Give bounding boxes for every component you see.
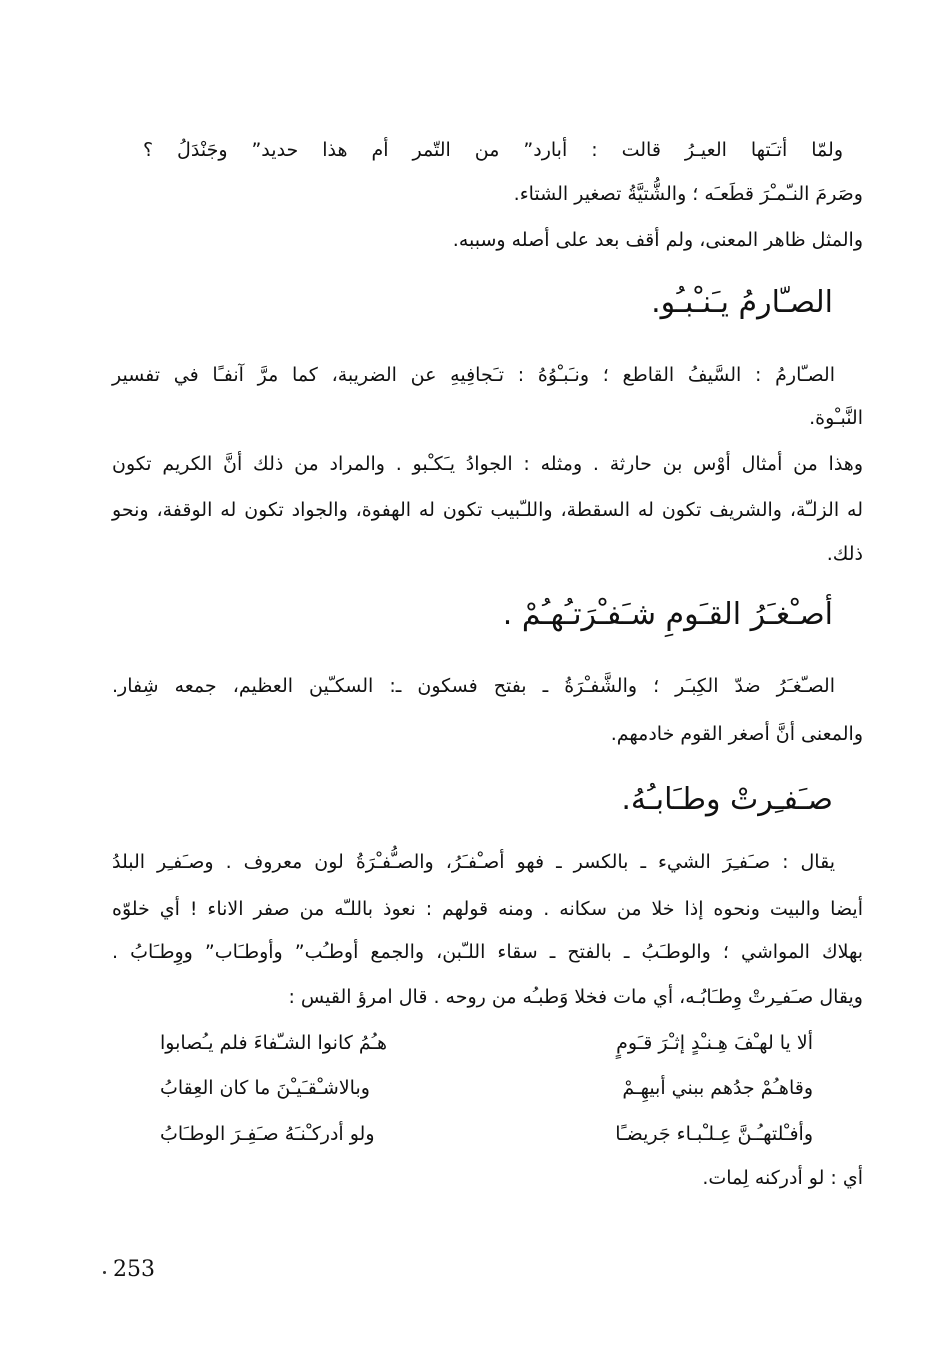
text-line: ذلك. bbox=[826, 543, 863, 565]
poem-second-hemistich: وبالاشـْقـَيـْنَ ما كان العِقابُ bbox=[160, 1077, 370, 1099]
poem-first-hemistich: ألا يا لهـْفَ هِـنـْدٍ إثـْرَ قـَومٍ bbox=[616, 1032, 813, 1054]
poem-verse bbox=[160, 1117, 813, 1151]
text-line: النَّبـْوة. bbox=[809, 407, 863, 429]
text-line: والمعنى أنَّ أصغر القوم خادمهم. bbox=[610, 723, 863, 745]
verse-line: ولمّا أتـَتها العيـرُ قالت : أبارد” من التّمر أم هذا حديد” وجَنْدَلُ ؟ bbox=[143, 139, 843, 161]
poem-verse bbox=[160, 1026, 813, 1060]
text-line: وهذا من أمثال أوْس بن حارثة . ومثله : الجوادُ يـَكـْبو . والمراد من ذلك أنَّ الكريم تكون bbox=[112, 453, 863, 475]
poem-first-hemistich: وقاهـُمْ جدُهم ببني أبيهِـمْ bbox=[622, 1077, 813, 1099]
poem-verse bbox=[160, 1071, 813, 1105]
text-line: يقال : صـَفـِرَ الشيء ـ بالكسر ـ فهو أصـْفـَرُ، والصـُّفـْرَةُ لون معروف . وصـَفـِر البلدُ bbox=[112, 851, 835, 873]
text-line: أي : لو أدركنه لِمات. bbox=[702, 1167, 863, 1189]
text-line: وصَرمَ النـّمـْرَ قطَعـَه ؛ والشُّتيَّةُ تصغير الشتاء. bbox=[513, 183, 863, 205]
text-line: بهلاك المواشي ؛ والوطـَبُ ـ بالفتح ـ سقاء اللـّبن، والجمع أوطـُب” وأوطـَاب” ووِطـَابُ . bbox=[112, 941, 863, 963]
poem-first-hemistich: وأفـْلتهـُـنَّ عِـلـْبـاء جَريضـًا bbox=[615, 1123, 813, 1145]
poem-second-hemistich: هـُمُ كانوا الشـّفاءَ فلم يـُصابوا bbox=[160, 1032, 388, 1054]
text-line: والمثل ظاهر المعنى، ولم أقف بعد على أصله وسببه. bbox=[452, 229, 863, 251]
text-line: ويقال صـَفـِرتْ وِطـَابُـه، أي مات فخلا وَطبـُه من روحه . قال امرؤ القيس : bbox=[288, 986, 863, 1008]
poem-second-hemistich: ولو أدركـْنـَهُ صـَفِـرَ الوطـَابُ bbox=[160, 1123, 375, 1145]
text-line: أيضا والبيت ونحوه إذا خلا من سكانه . ومنه قولهم : نعوذ باللـّه من صفر الاناء ! أي خلوّه bbox=[112, 898, 863, 920]
proverb-heading: الصـّارمُ يـَنـْبـُو. bbox=[651, 285, 833, 320]
text-line: له الزلـّة، والشريف تكون له السقطة، واللـّبيب تكون له الهفوة، والجواد تكون له الوقفة، ونحو bbox=[112, 499, 863, 521]
text-line: الصـّارمُ : السَّيفُ القاطع ؛ ونـَبـْوُهُ : تـَجافِيهِ عن الضريبة، كما مرَّ آنفـًا في تفسير bbox=[112, 364, 835, 386]
proverb-heading: صـَفـِرتْ وطـَابـُهُ. bbox=[621, 782, 833, 817]
text-line: الصـّغـَرُ ضدّ الكِبـَر ؛ والشَّفـْرَةُ ـ بفتح فسكون ـ: السكـّين العظيم، جمعه شِفار. bbox=[112, 675, 835, 697]
page-number: 253 bbox=[113, 1257, 155, 1282]
print-speck bbox=[103, 1271, 106, 1274]
proverb-heading: أصـْغـَرُ القـَومِ شـَفـْرَتـُهـُمْ . bbox=[502, 597, 833, 632]
